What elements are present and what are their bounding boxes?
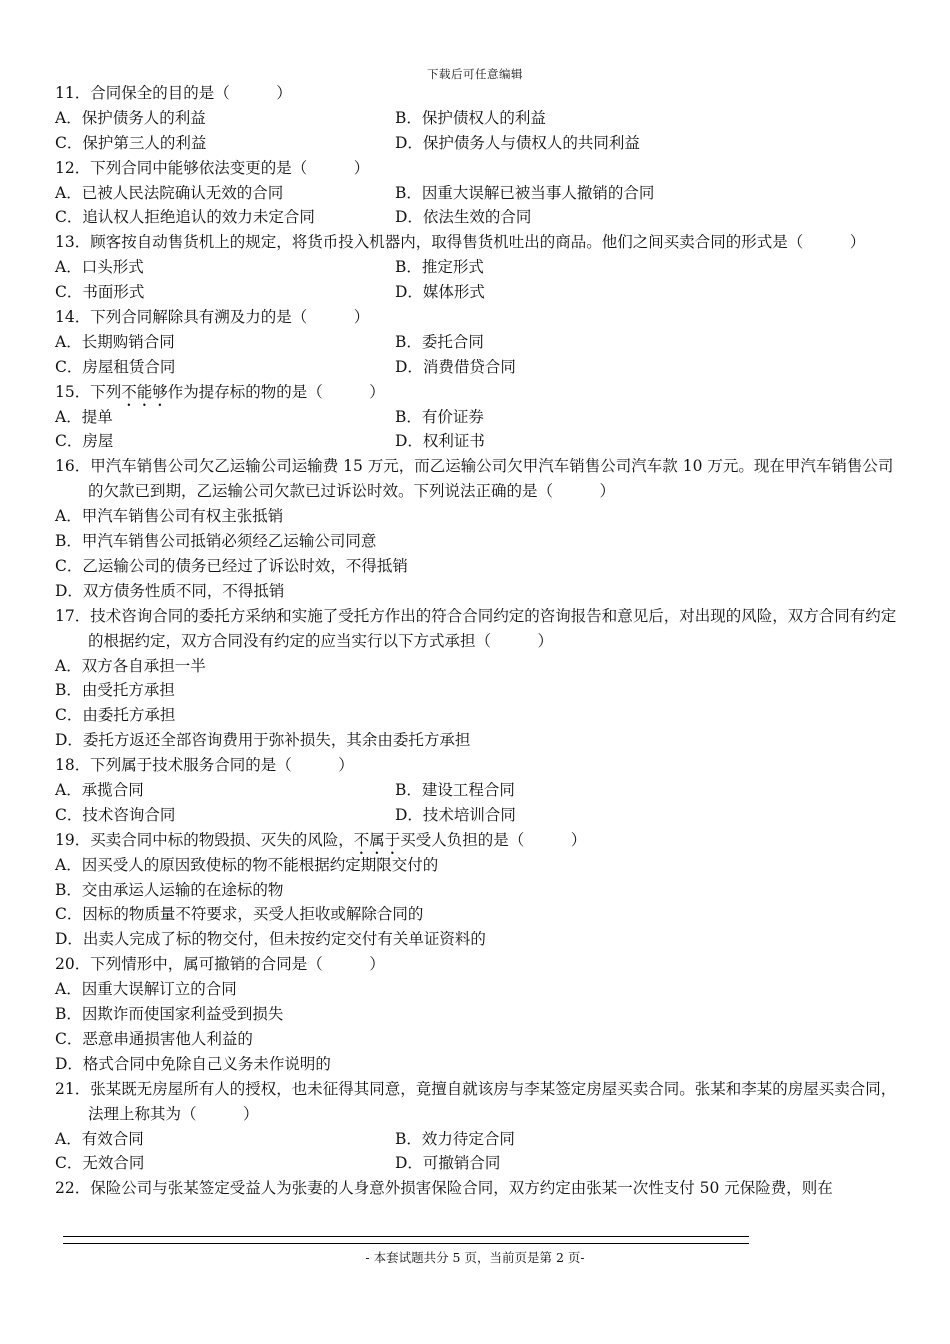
option-a: A．长期购销合同 <box>55 332 175 351</box>
option-c: C．追认权人拒绝追认的效力未定合同 <box>55 208 315 227</box>
options-row <box>55 181 900 206</box>
question-stem: 12．下列合同中能够依法变更的是（ ） <box>55 158 370 177</box>
options-row <box>55 405 900 430</box>
question-stem: 18．下列属于技术服务合同的是（ ） <box>55 756 354 775</box>
option-d: D．保护债务人与债权人的共同利益 <box>395 133 640 152</box>
option-c: C．由委托方承担 <box>55 706 176 725</box>
footer-divider <box>63 1236 749 1244</box>
option-d: D．技术培训合同 <box>395 805 516 824</box>
option-d: D．双方债务性质不同，不得抵销 <box>55 581 285 600</box>
question-22 <box>55 1176 900 1201</box>
question-21 <box>55 1077 900 1177</box>
option-d: D．媒体形式 <box>395 283 485 302</box>
option-c: C．无效合同 <box>55 1154 145 1173</box>
option-b: B．推定形式 <box>395 258 484 277</box>
stem-text: 19．买卖合同中标的物毁损、灭失的风险， <box>55 830 354 849</box>
question-stem: 16．甲汽车销售公司欠乙运输公司运输费 15 万元，而乙运输公司欠甲汽车销售公司汽车款 10 万元。现在甲汽车销售公司的欠款已到期，乙运输公司欠款已过诉讼时效。下列说法正确的是（ ） <box>55 457 894 501</box>
question-stem <box>55 828 900 853</box>
stem-text: 作为提存标的物的是（ ） <box>167 382 385 401</box>
question-17 <box>55 604 900 753</box>
question-14 <box>55 305 900 380</box>
emphasized-text: 不能够 <box>121 382 168 401</box>
question-stem: 22．保险公司与张某签定受益人为张妻的人身意外损害保险合同，双方约定由张某一次性支付 50 元保险费，则在 <box>55 1179 833 1198</box>
stem-text: 买受人负担的是（ ） <box>400 830 587 849</box>
options-row <box>55 1127 900 1152</box>
question-16 <box>55 454 900 603</box>
question-stem: 13．顾客按自动售货机上的规定，将货币投入机器内，取得售货机吐出的商品。他们之间买卖合同的形式是（ ） <box>55 233 866 252</box>
question-stem: 21．张某既无房屋所有人的授权，也未征得其同意，竟擅自就该房与李某签定房屋买卖合同。张某和李某的房屋买卖合同，法理上称其为（ ） <box>55 1079 897 1123</box>
option-c: C．房屋租赁合同 <box>55 357 176 376</box>
option-c: C．乙运输公司的债务已经过了诉讼时效，不得抵销 <box>55 556 408 575</box>
option-b: B．有价证券 <box>395 407 484 426</box>
option-a: A．保护债务人的利益 <box>55 108 206 127</box>
question-stem: 20．下列情形中，属可撤销的合同是（ ） <box>55 955 385 974</box>
option-c: C．房屋 <box>55 432 114 451</box>
option-a: A．因买受人的原因致使标的物不能根据约定期限交付的 <box>55 855 439 874</box>
question-13 <box>55 230 900 305</box>
option-a: A．双方各自承担一半 <box>55 656 206 675</box>
option-c: C．书面形式 <box>55 283 145 302</box>
option-a: A．甲汽车销售公司有权主张抵销 <box>55 507 284 526</box>
options-row <box>55 131 900 156</box>
option-d: D．格式合同中免除自己义务未作说明的 <box>55 1054 331 1073</box>
option-a: A．提单 <box>55 407 113 426</box>
option-b: B．效力待定合同 <box>395 1129 515 1148</box>
question-stem <box>55 380 900 405</box>
option-b: B．建设工程合同 <box>395 781 515 800</box>
options-row <box>55 280 900 305</box>
option-d: D．出卖人完成了标的物交付，但未按约定交付有关单证资料的 <box>55 930 486 949</box>
exam-body <box>55 81 900 1201</box>
option-c: C．因标的物质量不符要求，买受人拒收或解除合同的 <box>55 905 424 924</box>
question-19 <box>55 828 900 952</box>
page-footer: - 本套试题共分 5 页，当前页是第 2 页- <box>365 1250 585 1265</box>
options-row <box>55 803 900 828</box>
options-row <box>55 205 900 230</box>
option-b: B．交由承运人运输的在途标的物 <box>55 880 284 899</box>
question-11 <box>55 81 900 156</box>
options-row <box>55 355 900 380</box>
question-12 <box>55 156 900 231</box>
options-row <box>55 1151 900 1176</box>
question-stem: 17．技术咨询合同的委托方采纳和实施了受托方作出的符合合同约定的咨询报告和意见后，对出现的风险，双方合同有约定的根据约定，双方合同没有约定的应当实行以下方式承担（ ） <box>55 606 897 650</box>
option-d: D．依法生效的合同 <box>395 208 532 227</box>
option-b: B．因欺诈而使国家利益受到损失 <box>55 1005 284 1024</box>
option-b: B．甲汽车销售公司抵销必须经乙运输公司同意 <box>55 532 377 551</box>
option-a: A．有效合同 <box>55 1129 144 1148</box>
option-a: A．已被人民法院确认无效的合同 <box>55 183 284 202</box>
option-b: B．保护债权人的利益 <box>395 108 546 127</box>
page-header: 下载后可任意编辑 <box>427 67 523 81</box>
option-c: C．技术咨询合同 <box>55 805 176 824</box>
question-stem: 14．下列合同解除具有溯及力的是（ ） <box>55 308 370 327</box>
option-c: C．恶意串通损害他人利益的 <box>55 1029 253 1048</box>
options-row <box>55 106 900 131</box>
option-a: A．口头形式 <box>55 258 144 277</box>
stem-text: 15．下列 <box>55 382 122 401</box>
option-d: D．消费借贷合同 <box>395 357 516 376</box>
options-row <box>55 330 900 355</box>
question-15 <box>55 380 900 455</box>
question-18 <box>55 753 900 828</box>
question-20 <box>55 952 900 1076</box>
option-c: C．保护第三人的利益 <box>55 133 207 152</box>
options-row <box>55 429 900 454</box>
question-stem: 11．合同保全的目的是（ ） <box>55 84 292 102</box>
option-d: D．委托方返还全部咨询费用于弥补损失，其余由委托方承担 <box>55 731 471 750</box>
option-b: B．委托合同 <box>395 332 484 351</box>
options-row <box>55 778 900 803</box>
options-row <box>55 255 900 280</box>
option-d: D．权利证书 <box>395 432 485 451</box>
option-a: A．承揽合同 <box>55 781 144 800</box>
option-b: B．由受托方承担 <box>55 681 175 700</box>
option-d: D．可撤销合同 <box>395 1154 501 1173</box>
emphasized-text: 不属于 <box>353 830 401 849</box>
option-a: A．因重大误解订立的合同 <box>55 980 237 999</box>
option-b: B．因重大误解已被当事人撤销的合同 <box>395 183 655 202</box>
